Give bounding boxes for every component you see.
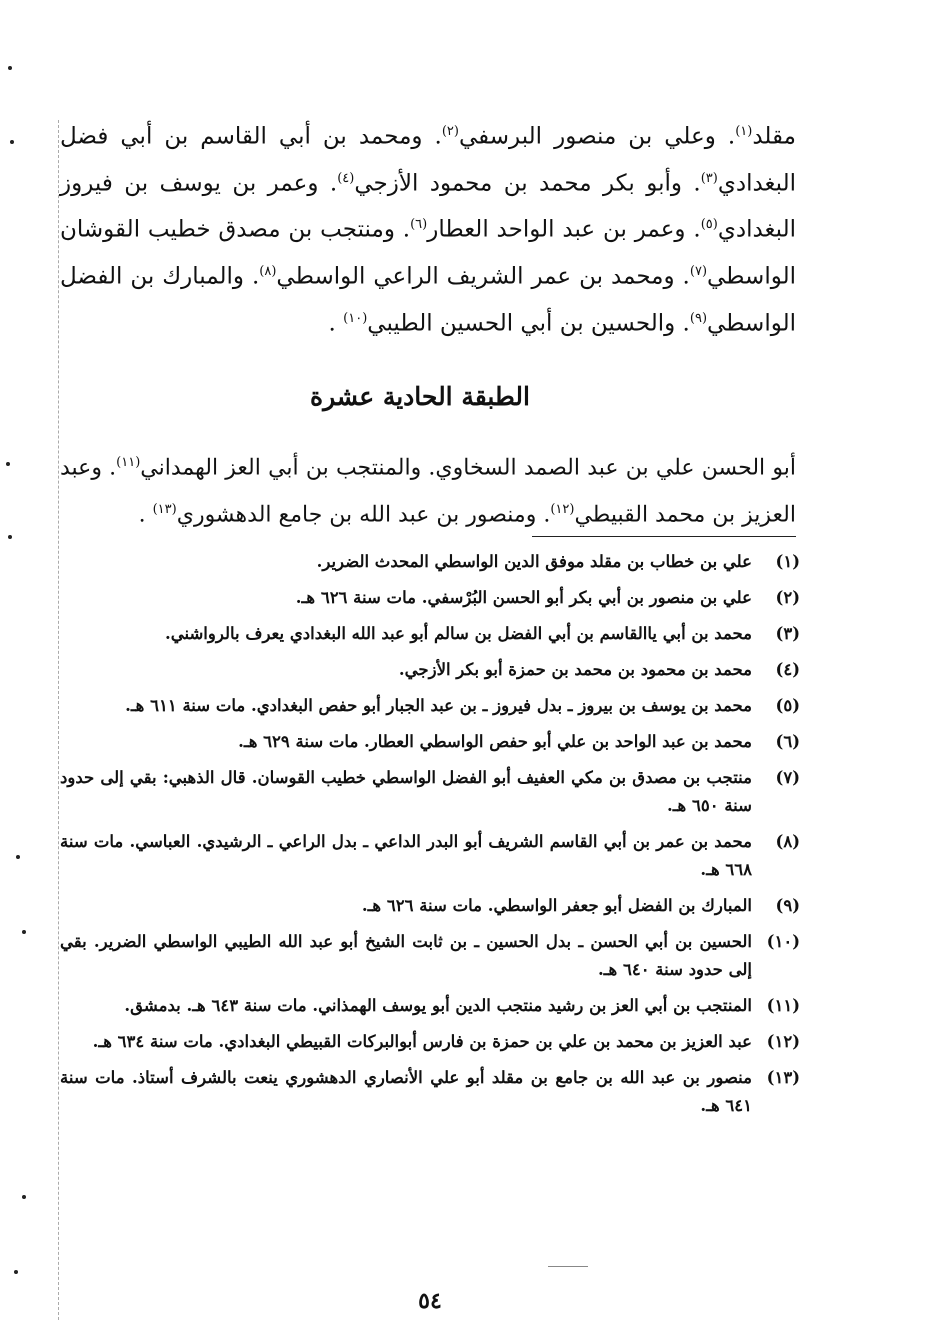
paragraph-text: . ومنتجب بن مصدق خطيب القوشان الواسطي <box>60 216 796 290</box>
footnote-text: عبد العزيز بن محمد بن علي بن حمزة بن فارس أبوالبركات القبيطي البغدادي. مات سنة ٦٣٤ هـ. <box>92 1032 752 1051</box>
footnote-item <box>60 764 800 820</box>
footnote-marker: (١٣) <box>152 502 177 518</box>
second-paragraph <box>60 442 796 537</box>
page-dash <box>548 1266 588 1267</box>
footnote-number: (٣) <box>775 624 800 643</box>
footnote-text: المنتجب بن أبي العز بن رشيد منتجب الدين أبو يوسف الهمذاني. مات سنة ٦٤٣ هـ. بدمشق. <box>124 996 752 1015</box>
scan-dot <box>8 66 12 70</box>
footnote-number: (٥) <box>775 696 800 715</box>
footnote-marker: (٦) <box>410 217 428 233</box>
footnote-text: علي بن منصور بن أبي بكر أبو الحسن البُرْسفي. مات سنة ٦٢٦ هـ. <box>295 588 752 607</box>
footnote-marker: (٢) <box>441 124 459 139</box>
footnote-text: الحسين بن أبي الحسن ـ بدل الحسين ـ بن ثابت الشيخ أبو عبد الله الطيبي الواسطي الضرير. بقي إلى حدود سنة ٦٤٠ هـ. <box>60 932 752 979</box>
main-paragraph <box>60 111 796 344</box>
footnote-marker: (٨) <box>259 263 277 279</box>
footnote-text: منتجب بن مصدق بن مكي العفيف أبو الفضل الواسطي خطيب القوسان. قال الذهبي: بقي إلى حدود سنة ٦٥٠ هـ. <box>60 768 752 815</box>
footnote-item <box>60 992 800 1020</box>
footnote-text: محمد بن أبي ياالقاسم بن أبي الفضل بن سالم أبو عبد الله البغدادي يعرف بالرواشني. <box>165 624 752 643</box>
page-number: ٥٤ <box>418 1288 442 1314</box>
footnote-number: (١٣) <box>766 1068 800 1087</box>
section-title: الطبقة الحادية عشرة <box>310 381 530 411</box>
footnote-item <box>60 728 800 756</box>
paragraph-text: . <box>138 502 153 528</box>
footnote-marker: (١) <box>735 124 753 139</box>
paragraph-text: . والمبارك بن الفضل الواسطي <box>60 263 796 337</box>
footnote-item <box>60 692 800 720</box>
paragraph-text: . وأبو بكر محمد بن محمود الأزجي <box>354 170 701 197</box>
footnote-text: محمد بن عمر بن أبي القاسم الشريف أبو البدر الداعي ـ بدل الراعي ـ الرشيدي. العباسي. مات سنة ٦٦٨ هـ. <box>60 832 752 879</box>
footnote-marker: (١١) <box>116 455 141 470</box>
footnote-marker: (١٢) <box>550 502 575 518</box>
footnote-marker: (٩) <box>689 310 708 326</box>
paragraph-text: . ومحمد بن أبي القاسم بن أبي فضل البغدادي <box>60 123 796 197</box>
footnote-item <box>60 548 800 576</box>
scan-dot <box>14 1270 18 1274</box>
footnote-number: (١١) <box>766 996 800 1015</box>
footnote-item <box>60 620 800 648</box>
footnote-text: منصور بن عبد الله بن جامع بن مقلد أبو علي الأنصاري الدهشوري ينعت بالشرف أستاذ. مات سنة ٦٤١ هـ. <box>60 1068 752 1115</box>
paragraph-text: . ومحمد بن عمر الشريف الراعي الواسطي <box>276 263 690 290</box>
footnotes-list <box>60 548 800 1128</box>
footnote-number: (٦) <box>775 732 800 751</box>
footnote-number: (٨) <box>775 832 800 851</box>
footnote-number: (٧) <box>775 768 800 787</box>
paragraph-text: . والحسين بن أبي الحسين الطيبي <box>367 310 690 337</box>
scan-dot <box>10 140 14 144</box>
footnote-text: المبارك بن الفضل أبو جعفر الواسطي. مات سنة ٦٢٦ هـ. <box>361 896 752 915</box>
paragraph-text: . ومنصور بن عبد الله بن جامع الدهشوري <box>176 502 551 528</box>
footnote-marker: (٤) <box>337 170 355 186</box>
footnote-item <box>60 1064 800 1120</box>
footnote-number: (١٢) <box>766 1032 800 1051</box>
paragraph-text: . وعبد العزيز بن محمد القبيطي <box>60 455 796 528</box>
footnote-number: (٤) <box>775 660 800 679</box>
scan-dot <box>6 462 10 466</box>
footnote-item <box>60 656 800 684</box>
footnote-text: محمد بن عبد الواحد بن علي أبو حفص الواسطي العطار. مات سنة ٦٢٩ هـ. <box>238 732 752 751</box>
paragraph-text: أبو الحسن علي بن عبد الصمد السخاوي. والمنتجب بن أبي العز الهمداني <box>140 455 796 481</box>
paragraph-text: . <box>328 310 344 337</box>
paragraph-text: . وعمر بن يوسف بن فيروز البغدادي <box>60 170 796 243</box>
footnote-number: (٩) <box>775 896 800 915</box>
footnote-number: (١) <box>775 552 800 571</box>
scan-dot <box>8 535 12 539</box>
paragraph-text: . وعمر بن عبد الواحد العطار <box>427 216 701 243</box>
footnote-marker: (١٠) <box>343 310 368 326</box>
footnote-item <box>60 584 800 612</box>
footnote-marker: (٧) <box>689 263 708 279</box>
footnote-item <box>60 892 800 920</box>
footnote-item <box>60 828 800 884</box>
footnote-number: (١٠) <box>766 932 800 951</box>
footnote-number: (٢) <box>775 588 800 607</box>
footnote-item <box>60 928 800 984</box>
paragraph-text: مقلد <box>752 123 796 150</box>
scan-dot <box>22 930 26 934</box>
paragraph-text: . وعلي بن منصور البرسفي <box>458 123 736 150</box>
footnote-marker: (٥) <box>700 217 718 233</box>
footnote-item <box>60 1028 800 1056</box>
footnote-divider <box>532 536 796 537</box>
footnote-text: محمد بن يوسف بن بيروز ـ بدل فيروز ـ بن عبد الجبار أبو حفص البغدادي. مات سنة ٦١١ هـ. <box>125 696 752 715</box>
scan-dot <box>16 855 20 859</box>
footnote-marker: (٣) <box>700 170 718 186</box>
scan-edge-line <box>58 120 59 1320</box>
footnote-text: علي بن خطاب بن مقلد موفق الدين الواسطي المحدث الضرير. <box>316 552 752 571</box>
scan-dot <box>22 1195 26 1199</box>
footnote-text: محمد بن محمود بن محمد بن حمزة أبو بكر الأزجي. <box>398 660 752 679</box>
